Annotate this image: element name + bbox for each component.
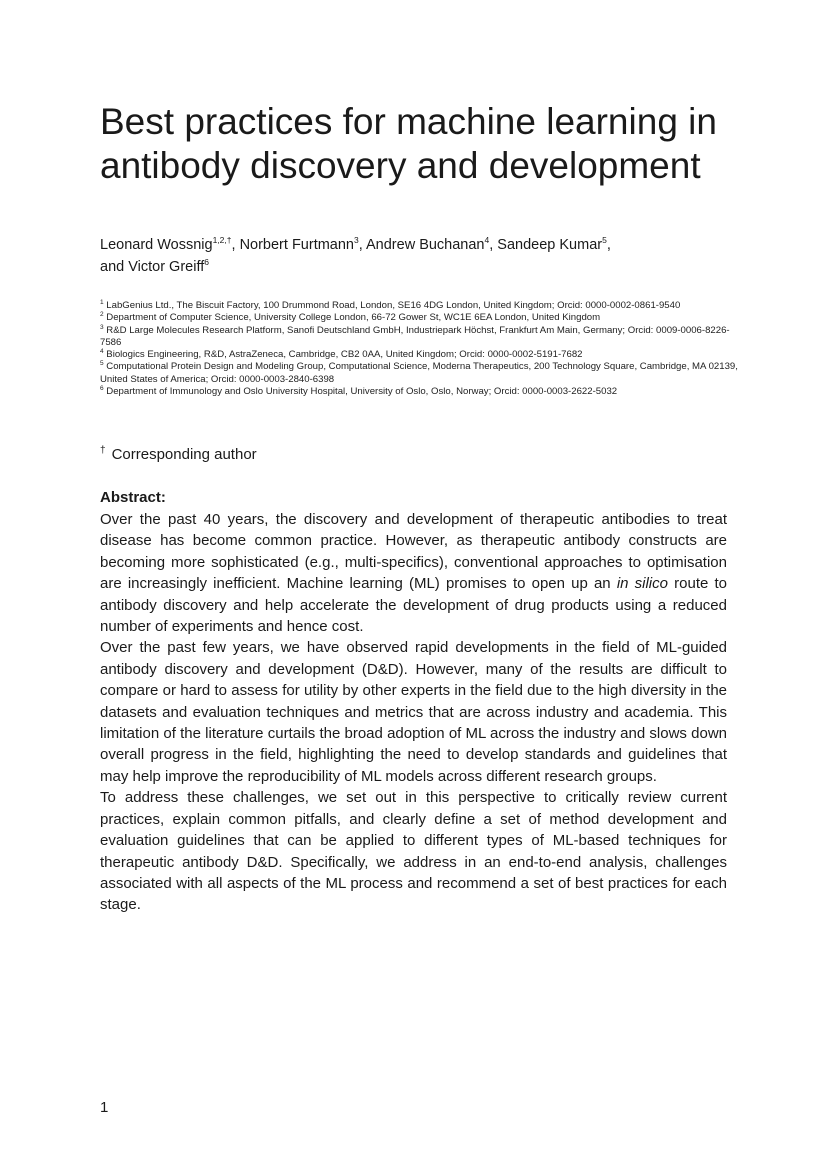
affiliation: $^5$ Computational Protein Design and Modeling Group, Computational Science, Moderna Therapeutics, 200 Technology Square, Cambridge, MA 02139, United States of America; Orcid: 0000-0003-2840-6398 (100, 360, 738, 385)
dagger-mark: † (100, 445, 106, 456)
affiliations (100, 300, 740, 398)
author: Norbert Furtmann$^3$, (239, 235, 366, 253)
author: Andrew Buchanan$^4$, (366, 235, 498, 253)
abstract-paragraph: To address these challenges, we set out in this perspective to critically review current practices, explain common pitfalls, and clearly define a set of method development and evaluation guidelines that can be applied to different types of ML-based techniques for therapeutic antibody D&D. Specifically, we address in an end-to-end analysis, challenges associated with all aspects of the ML process and recommend a set of best practices for each stage. (100, 789, 727, 914)
author: Sandeep Kumar$^5$, (497, 235, 611, 253)
author: Leonard Wossnig$^{1,2,\dagger}$, (100, 235, 240, 253)
affiliation: $^3$ R&D Large Molecules Research Platform, Sanofi Deutschland GmbH, Industriepark Höchst, Frankfurt Am Main, Germany; Orcid: 0009-0006-8226-7586 (100, 323, 730, 348)
abstract-heading: Abstract: (100, 489, 166, 506)
affiliation: $^4$ Biologics Engineering, R&D, AstraZeneca, Cambridge, CB2 0AA, United Kingdom; Orcid: 0000-0002-5191-7682 (100, 348, 583, 361)
abstract-paragraph: Over the past 40 years, the discovery and development of therapeutic antibodies to treat disease has become common practice. However, as therapeutic antibody constructs are becoming more sophisticated (e.g., multi-specifics), conventional approaches to optimisation are increasingly inefficient. Machine learning (ML) promises to open up an in silico route to antibody discovery and help accelerate the development of drug products using a reduced number of experiments and hence cost. (100, 511, 727, 636)
paper-title: Best practices for machine learning in antibody discovery and development (100, 101, 717, 186)
affiliation: $^1$ LabGenius Ltd., The Biscuit Factory, 100 Drummond Road, London, SE16 4DG London, United Kingdom; Orcid: 0000-0002-0861-9540 (100, 298, 681, 311)
abstract-paragraph: Over the past few years, we have observed rapid developments in the field of ML-guided antibody discovery and development (D&D). However, many of the results are difficult to compare or hard to assess for utility by other experts in the field due to the high diversity in the datasets and evaluation techniques and metrics that are across industry and academia. This limitation of the literature curtails the broad adoption of ML across the industry and slows down overall progress in the field, highlighting the need to develop standards and guidelines that may help improve the reproducibility of ML models across different research groups. (100, 639, 727, 785)
abstract-body (100, 509, 727, 916)
author: and Victor Greiff$^6$ (100, 257, 209, 275)
affiliation: $^2$ Department of Computer Science, University College London, 66-72 Gower St, WC1E 6EA London, United Kingdom (100, 311, 601, 324)
page-number: 1 (100, 1099, 109, 1116)
author-list (100, 234, 740, 278)
affiliation: $^6$ Department of Immunology and Oslo University Hospital, University of Oslo, Oslo, Norway; Orcid: 0000-0003-2622-5032 (100, 384, 618, 398)
corresponding-author-note: † Corresponding author (100, 445, 257, 463)
